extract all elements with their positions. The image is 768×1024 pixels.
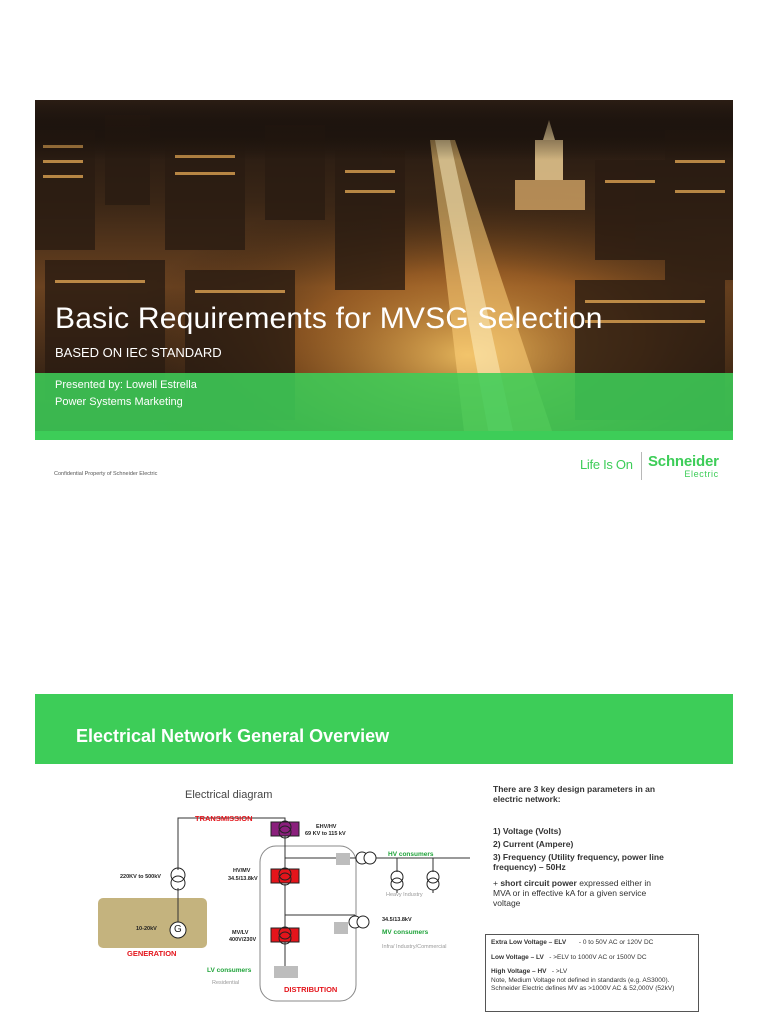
life-is-on-tagline: Life Is On bbox=[580, 457, 633, 472]
presentation-title: Basic Requirements for MVSG Selection bbox=[55, 302, 603, 335]
confidential-notice: Confidential Property of Schneider Electric bbox=[54, 471, 158, 477]
parameter-current: 2) Current (Ampere) bbox=[493, 839, 574, 849]
hv-mv-range: 34.5/13.8kV bbox=[228, 876, 258, 882]
overview-title: Electrical Network General Overview bbox=[76, 726, 390, 746]
parameters-intro: There are 3 key design parameters in an electric network: bbox=[493, 784, 656, 804]
diagram-title: Electrical diagram bbox=[185, 789, 273, 801]
hv-mv-transformer bbox=[271, 869, 299, 883]
hv-value: - >LV bbox=[551, 968, 568, 975]
mv-lv-range: 400V/230V bbox=[229, 937, 257, 943]
hv-consumers-label: HV consumers bbox=[388, 851, 434, 858]
presentation-subtitle: BASED ON IEC STANDARD bbox=[55, 345, 222, 360]
lv-label: Low Voltage – LV bbox=[491, 953, 544, 961]
short-circuit-power-rest: expressed either in MVA or in effective kA for a given service voltage bbox=[493, 878, 652, 908]
ehv-hv-transformer bbox=[271, 822, 299, 836]
generation-label: GENERATION bbox=[127, 949, 177, 958]
elv-value: - 0 to 50V AC or 120V DC bbox=[578, 939, 654, 946]
hv-row bbox=[491, 968, 693, 977]
residential-label: Residential bbox=[212, 980, 240, 986]
presenter-department: Power Systems Marketing bbox=[55, 396, 183, 408]
design-parameters bbox=[493, 784, 668, 908]
hv-mv-label: HV/MV bbox=[233, 868, 251, 874]
parameter-voltage: 1) Voltage (Volts) bbox=[493, 826, 562, 836]
mv-lv-transformer bbox=[271, 928, 299, 942]
ehv-hv-range: 69 KV to 115 kV bbox=[305, 831, 346, 837]
parameter-frequency: 3) Frequency (Utility frequency, power line frequency) – 50Hz bbox=[493, 852, 664, 872]
mv-consumers-label: MV consumers bbox=[382, 929, 429, 936]
elv-label: Extra Low Voltage – ELV bbox=[491, 939, 567, 946]
distribution-label: DISTRIBUTION bbox=[284, 985, 338, 994]
transmission-label: TRANSMISSION bbox=[195, 814, 253, 823]
short-circuit-power-bold: short circuit power bbox=[500, 878, 577, 888]
generation-block bbox=[98, 898, 207, 948]
transmission-range: 220KV to 500kV bbox=[120, 874, 161, 880]
mv-lv-label: MV/LV bbox=[232, 930, 249, 936]
mv-note: Note, Medium Voltage not defined in standards (e.g. AS3000). Schneider Electric defines MV as >1000V AC & 52,000V (52kV) bbox=[491, 976, 675, 992]
heavy-industry-label: Heavy Industry bbox=[386, 892, 423, 898]
short-circuit-power-note: + short circuit power expressed either in MVA or in effective kA for a given service voltage bbox=[493, 878, 652, 908]
logo-brand-sub: Electric bbox=[684, 469, 719, 479]
lv-value: - >ELV to 1000V AC or 1500V DC bbox=[549, 953, 647, 961]
hv-load bbox=[336, 853, 350, 865]
mv-range: 34.5/13.8kV bbox=[382, 917, 412, 923]
lv-row bbox=[491, 954, 693, 963]
generation-voltage: 10-20kV bbox=[136, 926, 157, 932]
transmission-transformer bbox=[171, 868, 185, 882]
logo-brand: Schneider bbox=[648, 453, 719, 470]
mv-load bbox=[334, 922, 348, 934]
lv-load bbox=[274, 966, 298, 978]
infra-label: Infra/ Industry/Commercial bbox=[382, 944, 447, 950]
ehv-hv-label: EHV/HV bbox=[316, 824, 337, 830]
presenter-name: Presented by: Lowell Estrella bbox=[55, 379, 197, 391]
elv-row bbox=[491, 939, 693, 948]
lv-consumers-label: LV consumers bbox=[207, 967, 252, 974]
hv-label: High Voltage – HV bbox=[491, 968, 547, 975]
voltage-definitions-box bbox=[485, 934, 699, 1012]
generator-letter: G bbox=[174, 924, 182, 935]
